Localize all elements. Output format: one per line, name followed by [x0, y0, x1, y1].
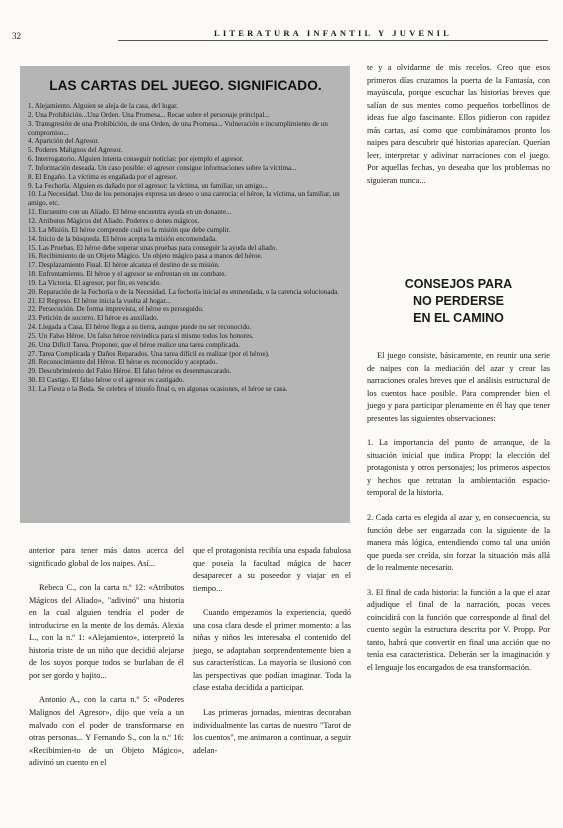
card-item: 13. La Misión. El héroe comprende cuál es la misión que debe cumplir.	[28, 225, 231, 234]
header-rule	[118, 40, 548, 41]
paragraph: que el protagonista recibía una espada fabulosa que poseía la facultad mágica de hacer desaparecer a su poseedor y viajar en el tiempo...	[193, 546, 351, 593]
card-item: 17. Desplazamiento Final. El héroe alcanza el destino de su misión.	[28, 261, 220, 270]
card-item: 10. La Necesidad. Uno de los personajes expresa un deseo o una carencia: el héroe, la víctima, un familiar, un amigo, etc.	[28, 190, 340, 208]
card-item: 9. La Fechoría. Alguien es dañado por el agresor: la víctima, un familiar, un amigo...	[28, 181, 268, 190]
paragraph: 2. Cada carta es elegida al azar y, en consecuencia, su función debe ser engarzada con la siguiente de la manera más lógica, entendiendo como tal una unión que pueda ser creída, sin forzar la situación más allá de lo realmente necesario.	[367, 513, 550, 573]
paragraph: 3. El final de cada historia: la función a la que el azar adjudique el final de la narración, pocas veces coincidirá con la función que corresponde al final del cuento según la estructura descrita por V. Propp. Por tanto, habrá que convertir en final una acción que no tenía esa característica. Deberán ser la imaginación y el lenguaje los encargados de esa transformación.	[367, 587, 550, 673]
paragraph: anterior para tener más datos acerca del significado global de los naipes. Así...	[29, 546, 184, 568]
card-item: 23. Petición de socorro. El héroe es auxiliado.	[28, 314, 159, 323]
cards-list	[28, 102, 343, 394]
running-title: LITERATURA INFANTIL Y JUVENIL	[213, 28, 453, 38]
column-middle	[193, 545, 351, 766]
card-item: 28. Reconocimiento del Héroe. El héroe es reconocido y aceptado.	[28, 358, 218, 367]
page-header	[0, 0, 563, 44]
card-item: 2. Una Prohibición...Una Orden. Una Promesa... Recae sobre el personaje principal...	[28, 110, 270, 119]
card-item: 30. El Castigo. El falso héroe o el agresor es castigado.	[28, 376, 185, 385]
card-item: 15. Las Pruebas. El héroe debe superar unas pruebas para conseguir la ayuda del aliado.	[28, 243, 278, 252]
column-left	[29, 545, 184, 779]
cards-meaning-box	[20, 66, 350, 523]
page-number: 32	[12, 31, 21, 41]
heading-line: EN EL CAMINO	[413, 311, 504, 325]
paragraph: 1. La importancia del punto de arranque, de la situación inicial que indica Propp: la elección del protagonista y otros personajes; los primeros aspectos y hechos que retratan la ambientación espacio-temporal de la historia.	[367, 438, 550, 498]
card-item: 29. Descubrimiento del Falso Héroe. El falso héroe es desenmascarado.	[28, 367, 232, 376]
card-item: 8. El Engaño. La víctima es engañada por el agresor.	[28, 172, 178, 181]
card-item: 22. Persecución. De forma imprevista, el héroe es perseguido.	[28, 305, 204, 314]
paragraph: Cuando empezamos la experiencia, quedó una cosa clara desde el primer momento: a las niñas y niños les interesaba el contenido del juego, se adaptaban sorprendentemente bien a sus características. La mayoría se ilusionó con las perspectivas que podían imaginar. Toda la clase estaba decidida a participar.	[193, 608, 351, 693]
box-title: LAS CARTAS DEL JUEGO. SIGNIFICADO.	[49, 78, 322, 93]
paragraph: Antonio A., con la carta n.º 5: «Poderes Malignos del Agresor», dijo que veía a un malvado con el poder de transformarse en otras personas... Y Fernando S., con la n.º 16: «Recibimien-to de un Objeto Mágico», adivinó un cuento en el	[29, 695, 184, 768]
card-item: 7. Información deseada. Un caso posible: el agresor consigue informaciones sobre la víctima...	[28, 163, 297, 172]
paragraph: El juego consiste, básicamente, en reunir una serie de naipes con la mediación del azar y crear las narraciones orales breves que el análisis estructural de los cuentos hace posible. Para comprender bien el juego y para participar plenamente en él hay que tener presentes las siguientes observaciones:	[367, 351, 550, 423]
card-item: 16. Recibimiento de un Objeto Mágico. Un objeto mágico pasa a manos del héroe.	[28, 252, 263, 261]
card-item: 25. Un Falso Héroe. Un falso héroe reivindica para sí mismo todos los honores.	[28, 331, 254, 340]
card-item: 19. La Victoria. El agresor, por fin, es vencido.	[28, 278, 161, 287]
card-item: 14. Inicio de la búsqueda. El héroe acepta la misión encomendada.	[28, 234, 217, 243]
paragraph: te y a olvidarme de mis recelos. Creo que esos primeros días cruzamos la puerta de la Fantasía, con mayúscula, porque escuchar las historias breves que salían de sus mentes como pequeños torbellinos de ideas fue algo fascinante. Ellos pidieron con rapidez más cartas, así como que combináramos pronto los naipes para descubrir qué historias aparecían. Querían leer, interpretar y adivinar narraciones con el juego. Por aquellas fechas, yo deseaba que los problemas no siguieran nunca...	[367, 63, 550, 185]
card-item: 6. Interrogatorio. Alguien intenta conseguir noticias: por ejemplo el agresor.	[28, 155, 244, 164]
column-right-bottom	[367, 350, 550, 684]
card-item: 3. Transgresión de una Prohibición, de una Orden, de una Promesa... Vulneración e incumplimiento de un compromiso...	[28, 119, 328, 137]
paragraph: Rebeca C., con la carta n.º 12: «Atributos Mágicos del Aliado», "adivinó" una historia en la cual alguien tendría el poder de introducirse en la mente de los demás. Alexia L., con la n.º 1: «Alejamiento», interpretó la historia triste de un niño que decidió alejarse de los suyos porque todos se burlaban de él por ser gordo y bajito...	[29, 583, 184, 680]
card-item: 5. Poderes Malignos del Agresor.	[28, 146, 123, 155]
card-item: 27. Tarea Complicada y Daños Reparados. Una tarea difícil es realizar (por el héroe).	[28, 349, 270, 358]
card-item: 20. Reparación de la Fechoría o de la Necesidad. La fechoría inicial es enmendada, o la carencia solucionada.	[28, 287, 339, 296]
card-item: 4. Aparición del Agresor.	[28, 137, 100, 146]
card-item: 21. El Regreso. El héroe inicia la vuelta al hogar...	[28, 296, 171, 305]
card-item: 31. La Fiesta o la Boda. Se celebra el triunfo final o, en algunas ocasiones, el héroe se casa.	[28, 385, 288, 393]
column-right-top	[367, 62, 550, 196]
card-item: 12. Atributos Mágicos del Aliado. Poderes o dones mágicos.	[28, 216, 200, 225]
card-item: 1. Alejamiento. Alguien se aleja de la casa, del lugar.	[28, 102, 178, 110]
paragraph: Las primeras jornadas, mientras decoraban individualmente las cartas de nuestro "Tarot de los cuentos", me animaron a continuar, a seguir adelan-	[193, 708, 351, 755]
heading-line: NO PERDERSE	[413, 294, 504, 308]
card-item: 11. Encuentro con un Aliado. El héroe encuentra ayuda en un donante...	[28, 208, 232, 217]
card-item: 24. Llegada a Casa. El héroe llega a su tierra, aunque puede no ser reconocido.	[28, 323, 252, 332]
heading-line: CONSEJOS PARA	[404, 277, 513, 291]
section-heading	[367, 276, 550, 327]
card-item: 18. Enfrentamiento. El héroe y el agresor se enfrentan en un combate.	[28, 270, 227, 279]
card-item: 26. Una Difícil Tarea. Proponer, que el héroe realice una tarea complicada.	[28, 340, 240, 349]
